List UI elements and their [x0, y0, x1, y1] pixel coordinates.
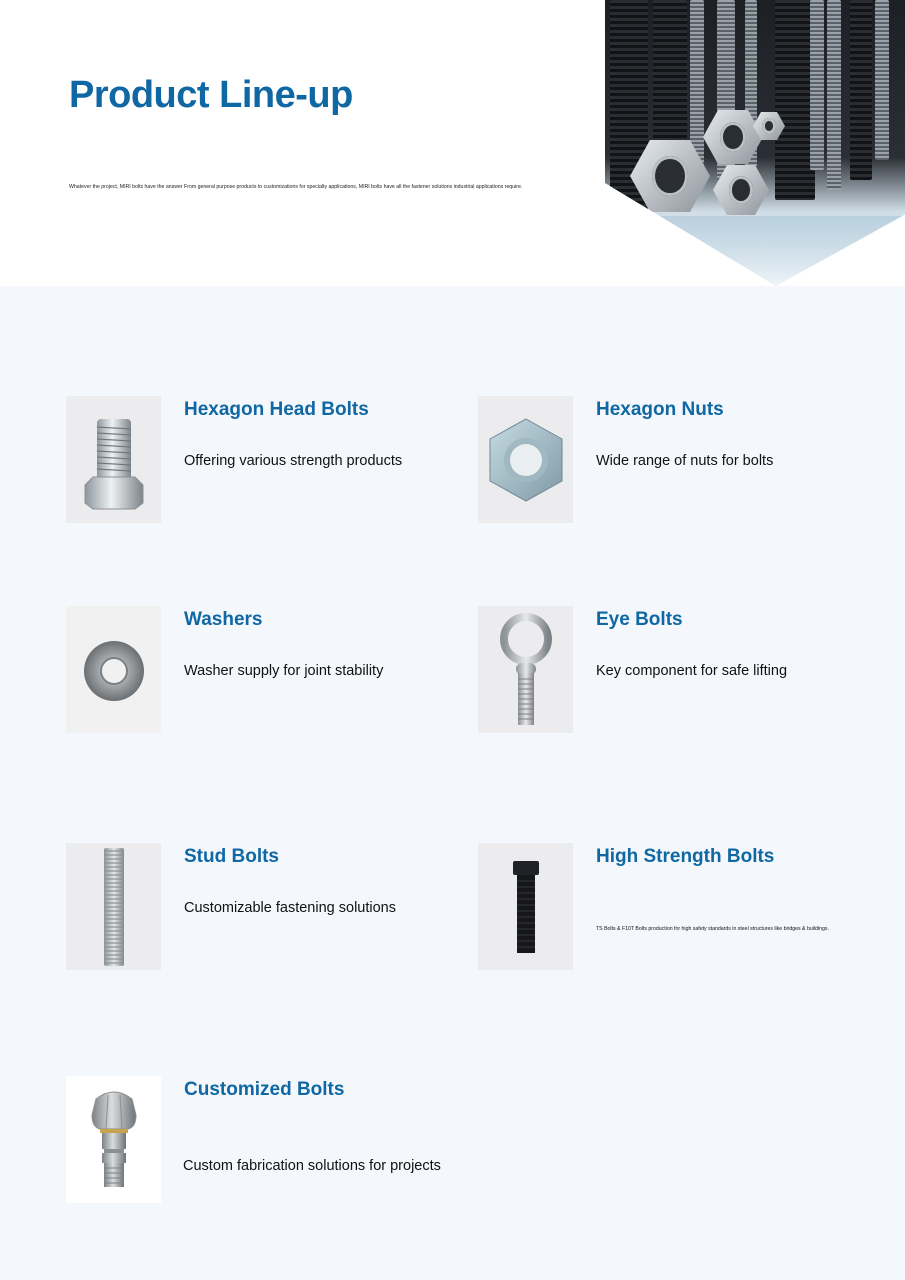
product-description: Key component for safe lifting	[596, 663, 788, 679]
product-description: Washer supply for joint stability	[184, 663, 384, 679]
high-strength-bolt-image	[478, 843, 573, 970]
product-card-washers[interactable]	[66, 606, 466, 736]
product-card-stud-bolts[interactable]	[66, 843, 466, 973]
product-title[interactable]: Hexagon Head Bolts	[184, 399, 369, 420]
page-description: Whatever the project, MIRI bolts have the answer From general purpose products to customizations for specialty applications, MIRI bolts have all the fastener solutions industrial applications require.	[69, 184, 523, 190]
product-description: Customizable fastening solutions	[184, 900, 396, 916]
product-title[interactable]: Hexagon Nuts	[596, 399, 724, 420]
product-card-hexagon-nuts[interactable]	[478, 396, 878, 526]
product-card-high-strength-bolts[interactable]	[478, 843, 878, 973]
product-card-hexagon-head-bolts[interactable]	[66, 396, 466, 526]
product-card-customized-bolts[interactable]	[66, 1076, 466, 1206]
product-description: Wide range of nuts for bolts	[596, 453, 774, 469]
product-description: Custom fabrication solutions for projects	[183, 1158, 441, 1174]
customized-bolt-image	[66, 1076, 161, 1203]
hexagon-head-bolt-image	[66, 396, 161, 523]
product-grid	[0, 286, 905, 1280]
eye-bolt-image	[478, 606, 573, 733]
page-title: Product Line-up	[69, 74, 353, 116]
washer-image	[66, 606, 161, 733]
product-title[interactable]: Washers	[184, 609, 263, 630]
stud-bolt-image	[66, 843, 161, 970]
product-title[interactable]: Stud Bolts	[184, 846, 279, 867]
page-header	[0, 0, 905, 286]
product-description: Offering various strength products	[184, 453, 403, 469]
hero-image	[605, 0, 905, 286]
product-card-eye-bolts[interactable]	[478, 606, 878, 736]
product-title[interactable]: Eye Bolts	[596, 609, 683, 630]
product-title[interactable]: High Strength Bolts	[596, 846, 775, 867]
hexagon-nut-image	[478, 396, 573, 523]
product-description: TS Bolts & F10T Bolts production for high safety standards in steel structures like bridges & buildings.	[596, 926, 829, 932]
product-title[interactable]: Customized Bolts	[184, 1079, 345, 1100]
